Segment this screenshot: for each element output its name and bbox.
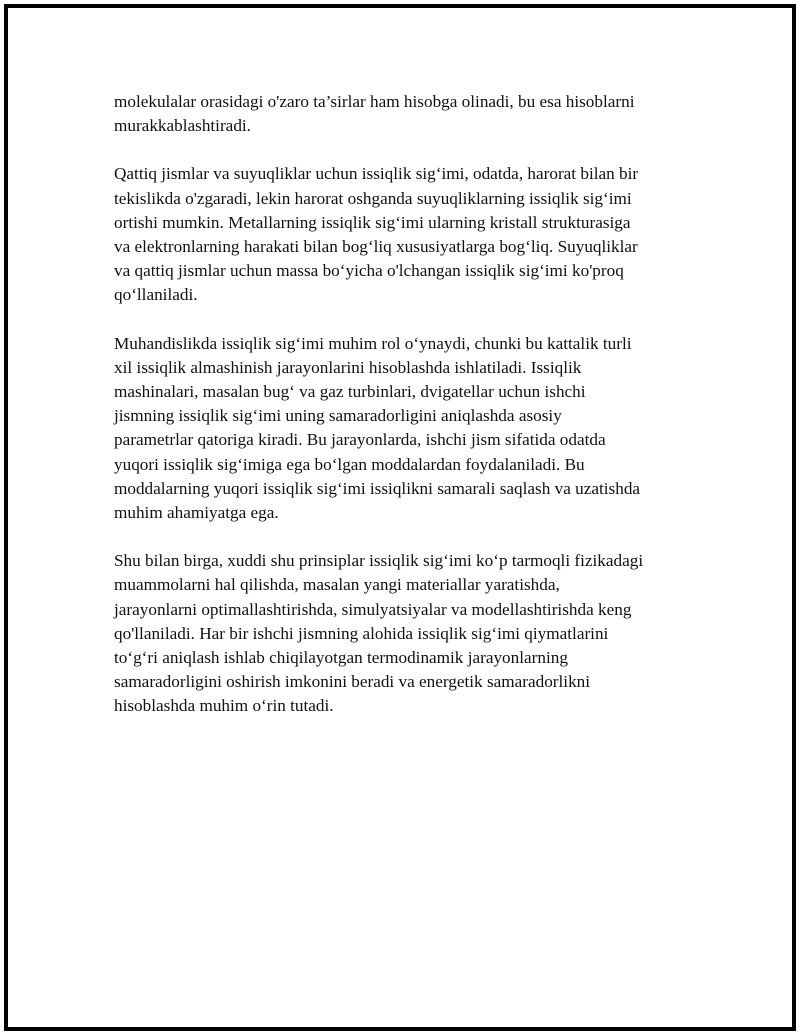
- paragraph-2: Qattiq jismlar va suyuqliklar uchun issiqlik sig‘imi, odatda, harorat bilan bir tekislikda o'zgaradi, lekin harorat oshganda suyuqliklarning issiqlik sig‘imi ortishi mumkin. Metallarning issiqlik sig‘imi ularning kristall strukturasiga va elektronlarning harakati bilan bog‘liq xususiyatlarga bog‘liq. Suyuqliklar va qattiq jismlar uchun massa bo‘yicha o'lchangan issiqlik sig‘imi ko'proq qo‘llaniladi.: [114, 164, 639, 305]
- paragraph-3: Muhandislikda issiqlik sig‘imi muhim rol o‘ynaydi, chunki bu kattalik turli xil issiqlik almashinish jarayonlarini hisoblashda ishlatiladi. Issiqlik mashinalari, masalan bug‘ va gaz turbinlari, dvigatellar uchun ishchi jismning issiqlik sig‘imi uning samaradorligini aniqlashda asosiy parametrlar qatoriga kiradi. Bu jarayonlarda, ishchi jism sifatida odatda yuqori issiqlik sig‘imiga ega bo‘lgan moddalardan foydalaniladi. Bu moddalarning yuqori issiqlik sig‘imi issiqlikni samarali saqlash va uzatishda muhim ahamiyatga ega.: [114, 333, 641, 523]
- paragraph-1: molekulalar orasidagi o'zaro ta’sirlar ham hisobga olinadi, bu esa hisoblarni murakkablashtiradi.: [114, 92, 635, 136]
- document-body: [114, 90, 689, 743]
- paragraph-4: Shu bilan birga, xuddi shu prinsiplar issiqlik sig‘imi ko‘p tarmoqli fizikadagi muammolarni hal qilishda, masalan yangi materiallar yaratishda, jarayonlarni optimallashtirishda, simulyatsiyalar va modellashtirishda keng qo'llaniladi. Har bir ishchi jismning alohida issiqlik sig‘imi qiymatlarini to‘g‘ri aniqlash ishlab chiqilayotgan termodinamik jarayonlarning samaradorligini oshirish imkonini beradi va energetik samaradorlikni hisoblashda muhim o‘rin tutadi.: [114, 551, 644, 716]
